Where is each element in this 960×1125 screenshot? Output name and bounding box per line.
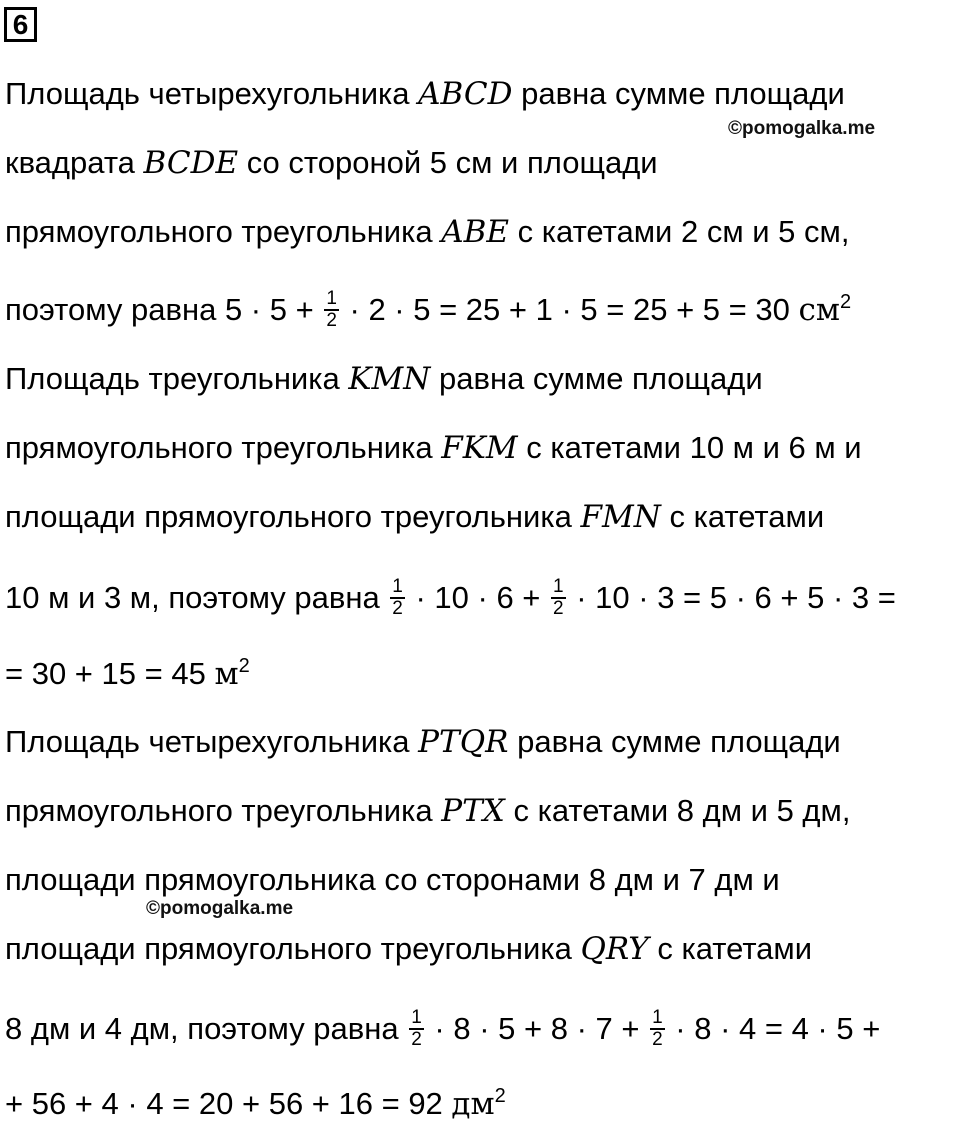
- math-variable: ABE: [441, 214, 510, 250]
- text-segment: · 8 · 4 = 4 · 5 +: [666, 1011, 881, 1046]
- fraction-denominator: 2: [326, 309, 337, 331]
- math-variable: ABCD: [418, 76, 513, 112]
- math-variable: PTX: [441, 793, 505, 829]
- math-variable: FKM: [441, 430, 518, 466]
- text-segment: · 2 · 5 = 25 + 1 · 5 = 25 + 5 = 30: [340, 292, 799, 327]
- text-segment: 8 дм и 4 дм, поэтому равна: [5, 1011, 408, 1046]
- math-variable: BCDE: [143, 145, 239, 181]
- text-segment: площади прямоугольного треугольника: [5, 931, 581, 966]
- watermark-bottom: ©pomogalka.me: [146, 898, 294, 919]
- fraction: [324, 289, 339, 331]
- text-segment: с катетами 10 м и 6 м и: [517, 430, 862, 465]
- text-line: [5, 359, 763, 399]
- text-line: [5, 654, 250, 694]
- fraction-denominator: 2: [392, 597, 403, 619]
- text-segment: · 10 · 3 = 5 · 6 + 5 · 3 =: [567, 580, 896, 615]
- fraction: [551, 577, 566, 619]
- text-segment: со стороной 5 см и площади: [238, 145, 658, 180]
- text-segment: прямоугольного треугольника: [5, 793, 442, 828]
- text-segment: · 10 · 6 +: [406, 580, 550, 615]
- text-segment: площади прямоугольного треугольника: [5, 499, 581, 534]
- text-segment: + 56 + 4 · 4 = 20 + 56 + 16 = 92: [5, 1086, 452, 1121]
- math-variable: FMN: [580, 499, 661, 535]
- text-segment: с катетами: [660, 499, 825, 534]
- math-variable: QRY: [580, 931, 649, 967]
- unit-label: см: [798, 292, 840, 328]
- fraction-numerator: 1: [652, 1006, 663, 1028]
- watermark-top: ©pomogalka.me: [728, 118, 876, 139]
- text-line: [5, 791, 850, 831]
- text-segment: площади прямоугольника со сторонами 8 дм и 7 дм и: [5, 862, 780, 897]
- fraction-denominator: 2: [652, 1028, 663, 1050]
- text-segment: Площадь четырехугольника: [5, 76, 419, 111]
- text-line: [5, 722, 841, 762]
- exponent: 2: [839, 291, 852, 313]
- fraction-denominator: 2: [553, 597, 564, 619]
- text-segment: Площадь четырехугольника: [5, 724, 419, 759]
- fraction-numerator: 1: [326, 287, 337, 309]
- text-segment: равна сумме площади: [512, 76, 845, 111]
- text-segment: Площадь треугольника: [5, 361, 349, 396]
- text-segment: · 8 · 5 + 8 · 7 +: [425, 1011, 649, 1046]
- exponent: 2: [494, 1085, 506, 1107]
- text-line: [5, 74, 845, 114]
- fraction: [390, 577, 405, 619]
- text-line: [5, 929, 812, 969]
- text-segment: с катетами: [648, 931, 813, 966]
- text-line: [5, 428, 862, 468]
- text-line: [5, 287, 852, 333]
- text-segment: равна сумме площади: [508, 724, 841, 759]
- text-line: [5, 212, 849, 252]
- text-segment: прямоугольного треугольника: [5, 214, 442, 249]
- math-variable: PTQR: [418, 724, 509, 760]
- fraction-numerator: 1: [553, 575, 564, 597]
- fraction-numerator: 1: [411, 1006, 422, 1028]
- text-segment: квадрата: [5, 145, 144, 180]
- fraction-numerator: 1: [392, 575, 403, 597]
- fraction: [650, 1008, 665, 1050]
- text-line: [5, 497, 824, 537]
- text-line: [5, 860, 780, 900]
- text-segment: с катетами 2 см и 5 см,: [509, 214, 850, 249]
- math-variable: KMN: [348, 361, 431, 397]
- unit-label: дм: [451, 1086, 495, 1122]
- task-number-box: 6: [4, 7, 37, 42]
- text-line: [5, 1084, 506, 1124]
- text-segment: равна сумме площади: [430, 361, 763, 396]
- text-segment: с катетами 8 дм и 5 дм,: [504, 793, 851, 828]
- text-line: [5, 1006, 881, 1052]
- fraction-denominator: 2: [411, 1028, 422, 1050]
- fraction: [409, 1008, 424, 1050]
- text-segment: поэтому равна 5 · 5 +: [5, 292, 323, 327]
- text-segment: = 30 + 15 = 45: [5, 656, 215, 691]
- text-line: [5, 143, 658, 183]
- text-line: [5, 575, 896, 621]
- exponent: 2: [238, 655, 250, 677]
- text-segment: прямоугольного треугольника: [5, 430, 442, 465]
- unit-label: м: [214, 656, 239, 692]
- text-segment: 10 м и 3 м, поэтому равна: [5, 580, 389, 615]
